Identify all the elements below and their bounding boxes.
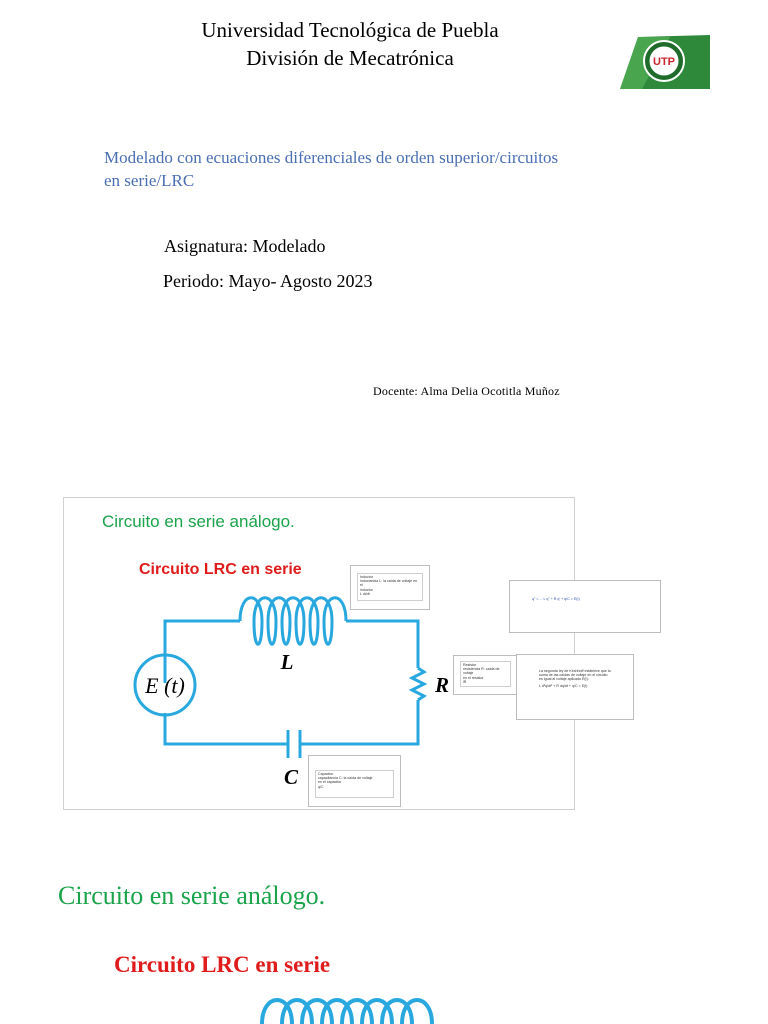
- slide-title: Circuito en serie análogo.: [102, 512, 295, 531]
- teacher-line: Docente: Alma Delia Ocotitla Muñoz: [373, 384, 560, 398]
- division-name: División de Mecatrónica: [246, 46, 454, 70]
- capacitor-label: C: [283, 765, 299, 789]
- inductor-note: Inductor inductancia L: la caída de voltaje en el inductor L di/dt: [350, 565, 430, 610]
- bottom-slide-title: Circuito en serie análogo.: [58, 881, 326, 910]
- capacitor-note: Capacitor capacitancia C: la caída de voltaje en el capacitor q/C: [308, 755, 401, 807]
- inductor-label: L: [280, 650, 294, 674]
- bottom-circuit-title: Circuito LRC en serie: [114, 952, 331, 977]
- source-label: E (t): [145, 673, 185, 698]
- period-line: Periodo: Mayo- Agosto 2023: [163, 271, 373, 291]
- circuit-title: Circuito LRC en serie: [139, 561, 302, 578]
- document-title: Modelado con ecuaciones diferenciales de orden superior/circuitos en serie/LRC: [104, 148, 559, 190]
- resistor-note: Resistor resistencia R: caída de voltaje en el resistor iR: [453, 655, 518, 695]
- logo-seal-text: UTP: [653, 56, 675, 68]
- equation-note: q'' = ... L q'' + R q' + q/C = E(t): [509, 580, 661, 633]
- subject-line: Asignatura: Modelado: [164, 236, 326, 256]
- university-name: Universidad Tecnológica de Puebla: [201, 18, 499, 42]
- kirchhoff-note: La segunda ley de Kirchhoff establece que la suma de las caídas de voltaje en el circuito es igual al voltaje aplicado E(t): L d²q/dt² + R dq/dt + q/C = E(t): [516, 654, 634, 720]
- resistor-label: R: [434, 673, 450, 697]
